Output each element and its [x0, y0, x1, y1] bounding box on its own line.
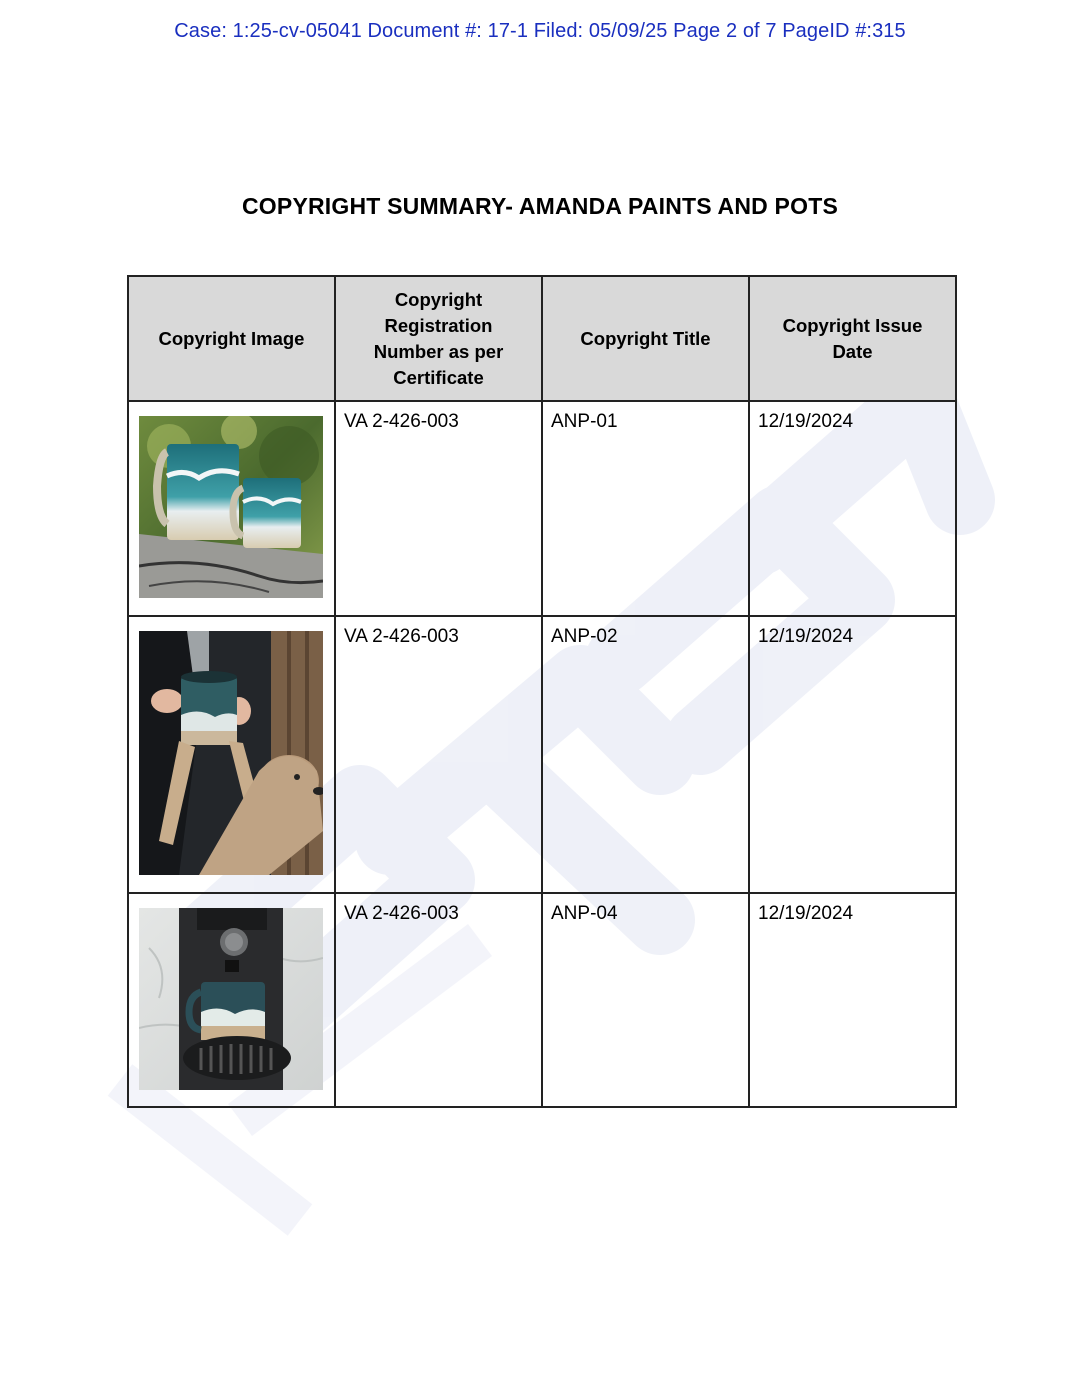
document-title: COPYRIGHT SUMMARY- AMANDA PAINTS AND POTS	[242, 193, 838, 219]
table-row	[128, 893, 956, 1107]
mug-held-over-dog-photo	[139, 631, 323, 875]
copyright-image-cell	[128, 401, 335, 616]
column-header-registration: Copyright Registration Number as per Certificate	[335, 276, 542, 401]
column-header-date: Copyright Issue Date	[749, 276, 956, 401]
issue-date-cell: 12/19/2024	[749, 893, 956, 1107]
registration-number-cell: VA 2-426-003	[335, 893, 542, 1107]
table-header-row	[128, 276, 956, 401]
copyright-title-cell: ANP-04	[542, 893, 749, 1107]
issue-date-cell: 12/19/2024	[749, 616, 956, 893]
table-row	[128, 616, 956, 893]
copyright-summary-table	[127, 275, 957, 1108]
copyright-image-cell	[128, 893, 335, 1107]
two-ceramic-mugs-on-log-photo	[139, 416, 323, 598]
copyright-title-cell: ANP-02	[542, 616, 749, 893]
registration-number-cell: VA 2-426-003	[335, 401, 542, 616]
case-header: Case: 1:25-cv-05041 Document #: 17-1 Filed: 05/09/25 Page 2 of 7 PageID #:315	[174, 20, 906, 42]
copyright-image-cell	[128, 616, 335, 893]
table-row	[128, 401, 956, 616]
issue-date-cell: 12/19/2024	[749, 401, 956, 616]
column-header-title: Copyright Title	[542, 276, 749, 401]
column-header-image: Copyright Image	[128, 276, 335, 401]
mug-under-coffee-machine-photo	[139, 908, 323, 1090]
copyright-title-cell: ANP-01	[542, 401, 749, 616]
registration-number-cell: VA 2-426-003	[335, 616, 542, 893]
